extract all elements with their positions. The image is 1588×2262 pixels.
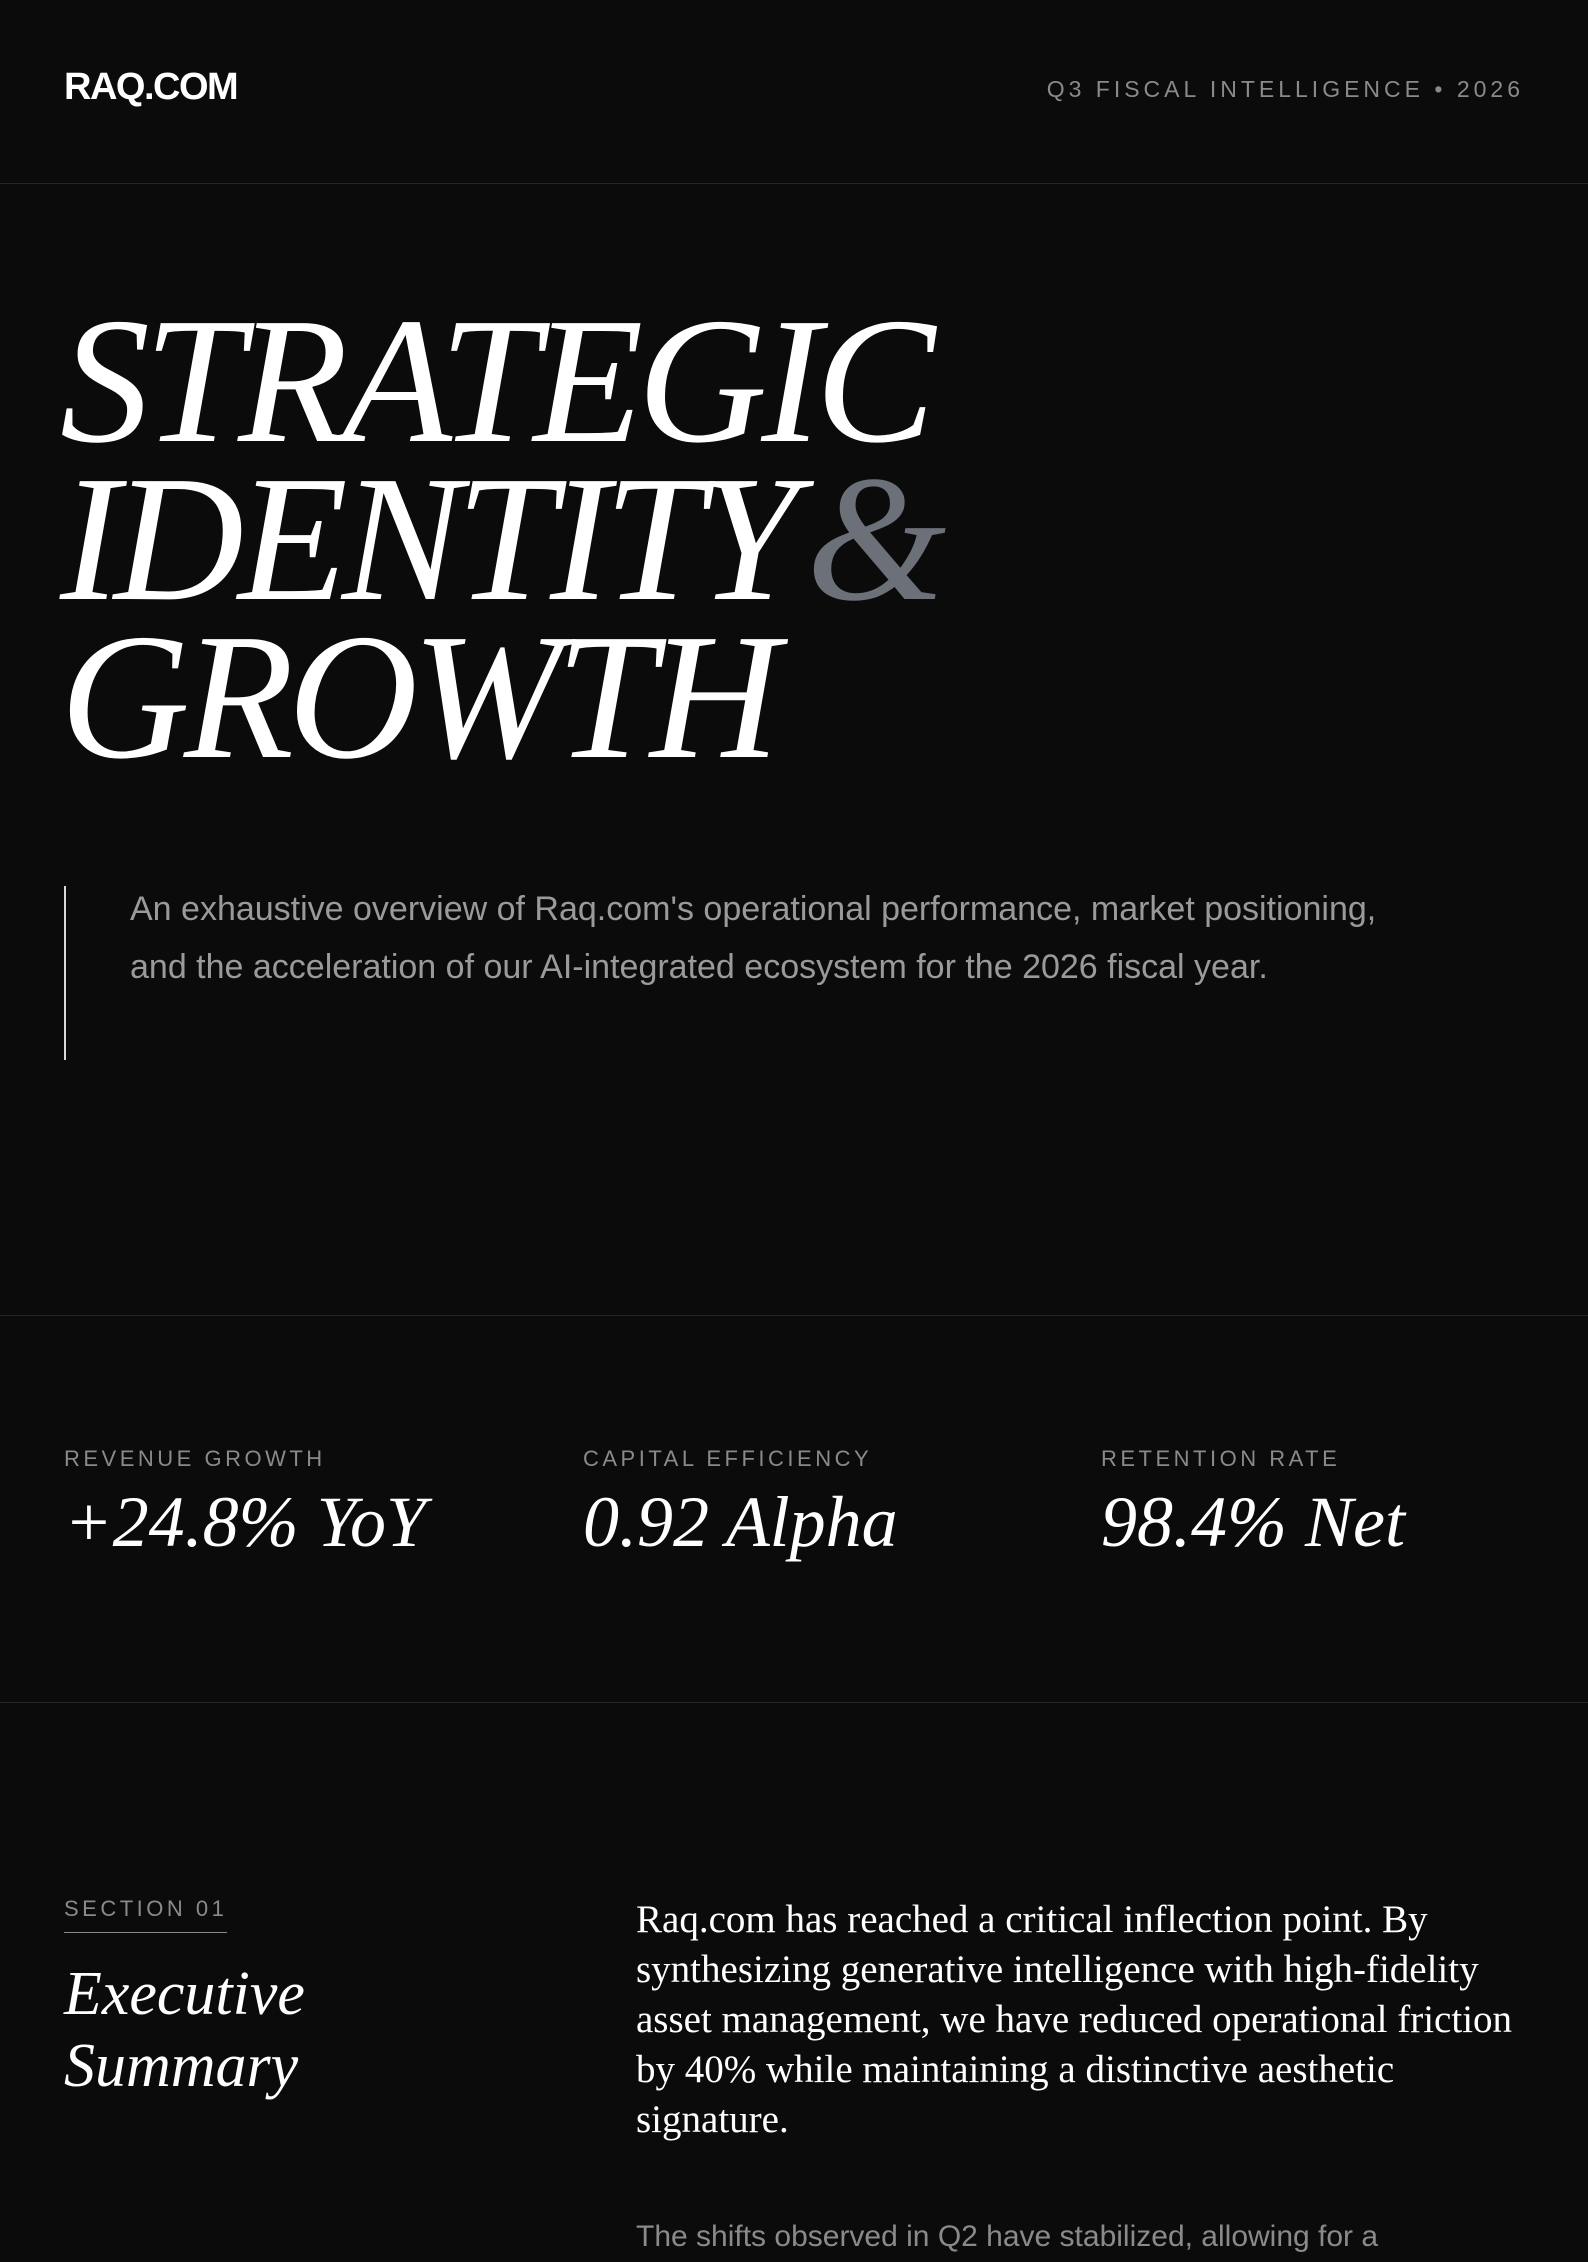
hero-title-line-3: GROWTH	[60, 597, 774, 796]
intro-text: An exhaustive overview of Raq.com's operational performance, market positioning, and the acceleration of our AI-integrated ecosystem for the 2026 fiscal year.	[130, 890, 1377, 986]
report-meta: Q3 FISCAL INTELLIGENCE • 2026	[1046, 76, 1524, 102]
section-label: SECTION 01	[64, 1896, 227, 1933]
metric-label: REVENUE GROWTH	[64, 1446, 326, 1471]
metric-label: RETENTION RATE	[1101, 1446, 1341, 1471]
metric-value: 0.92 Alpha	[583, 1482, 898, 1562]
hero-title-line-1: STRATEGIC	[60, 281, 930, 480]
section-title	[64, 1958, 305, 2102]
executive-summary-body: The shifts observed in Q2 have stabilized, allowing for a	[636, 2220, 1379, 2253]
executive-summary-lead: Raq.com has reached a critical inflection point. By synthesizing generative intelligence with high-fidelity asset management, we have reduced operational friction by 40% while maintaining a distinctive aesthetic signature.	[636, 1898, 1513, 2141]
hero-title-identity: IDENTITY	[60, 439, 793, 638]
metric-retention-rate	[1101, 1446, 1405, 1562]
logo[interactable]: RAQ.COM	[64, 66, 238, 108]
page-header	[0, 0, 1588, 184]
metric-value: 98.4% Net	[1101, 1482, 1405, 1562]
metric-value: +24.8% YoY	[64, 1482, 427, 1562]
metric-capital-efficiency	[583, 1446, 898, 1562]
metric-label: CAPITAL EFFICIENCY	[583, 1446, 873, 1471]
metric-revenue-growth	[64, 1446, 426, 1562]
metrics-band	[0, 1315, 1588, 1703]
hero-title	[60, 281, 941, 796]
hero-title-ampersand: &	[806, 439, 941, 638]
section-title-line-1: Executive	[64, 1960, 305, 2028]
intro-quote	[64, 886, 1377, 1060]
section-title-line-2: Summary	[64, 2032, 299, 2100]
hero-title-line-2	[60, 439, 941, 638]
